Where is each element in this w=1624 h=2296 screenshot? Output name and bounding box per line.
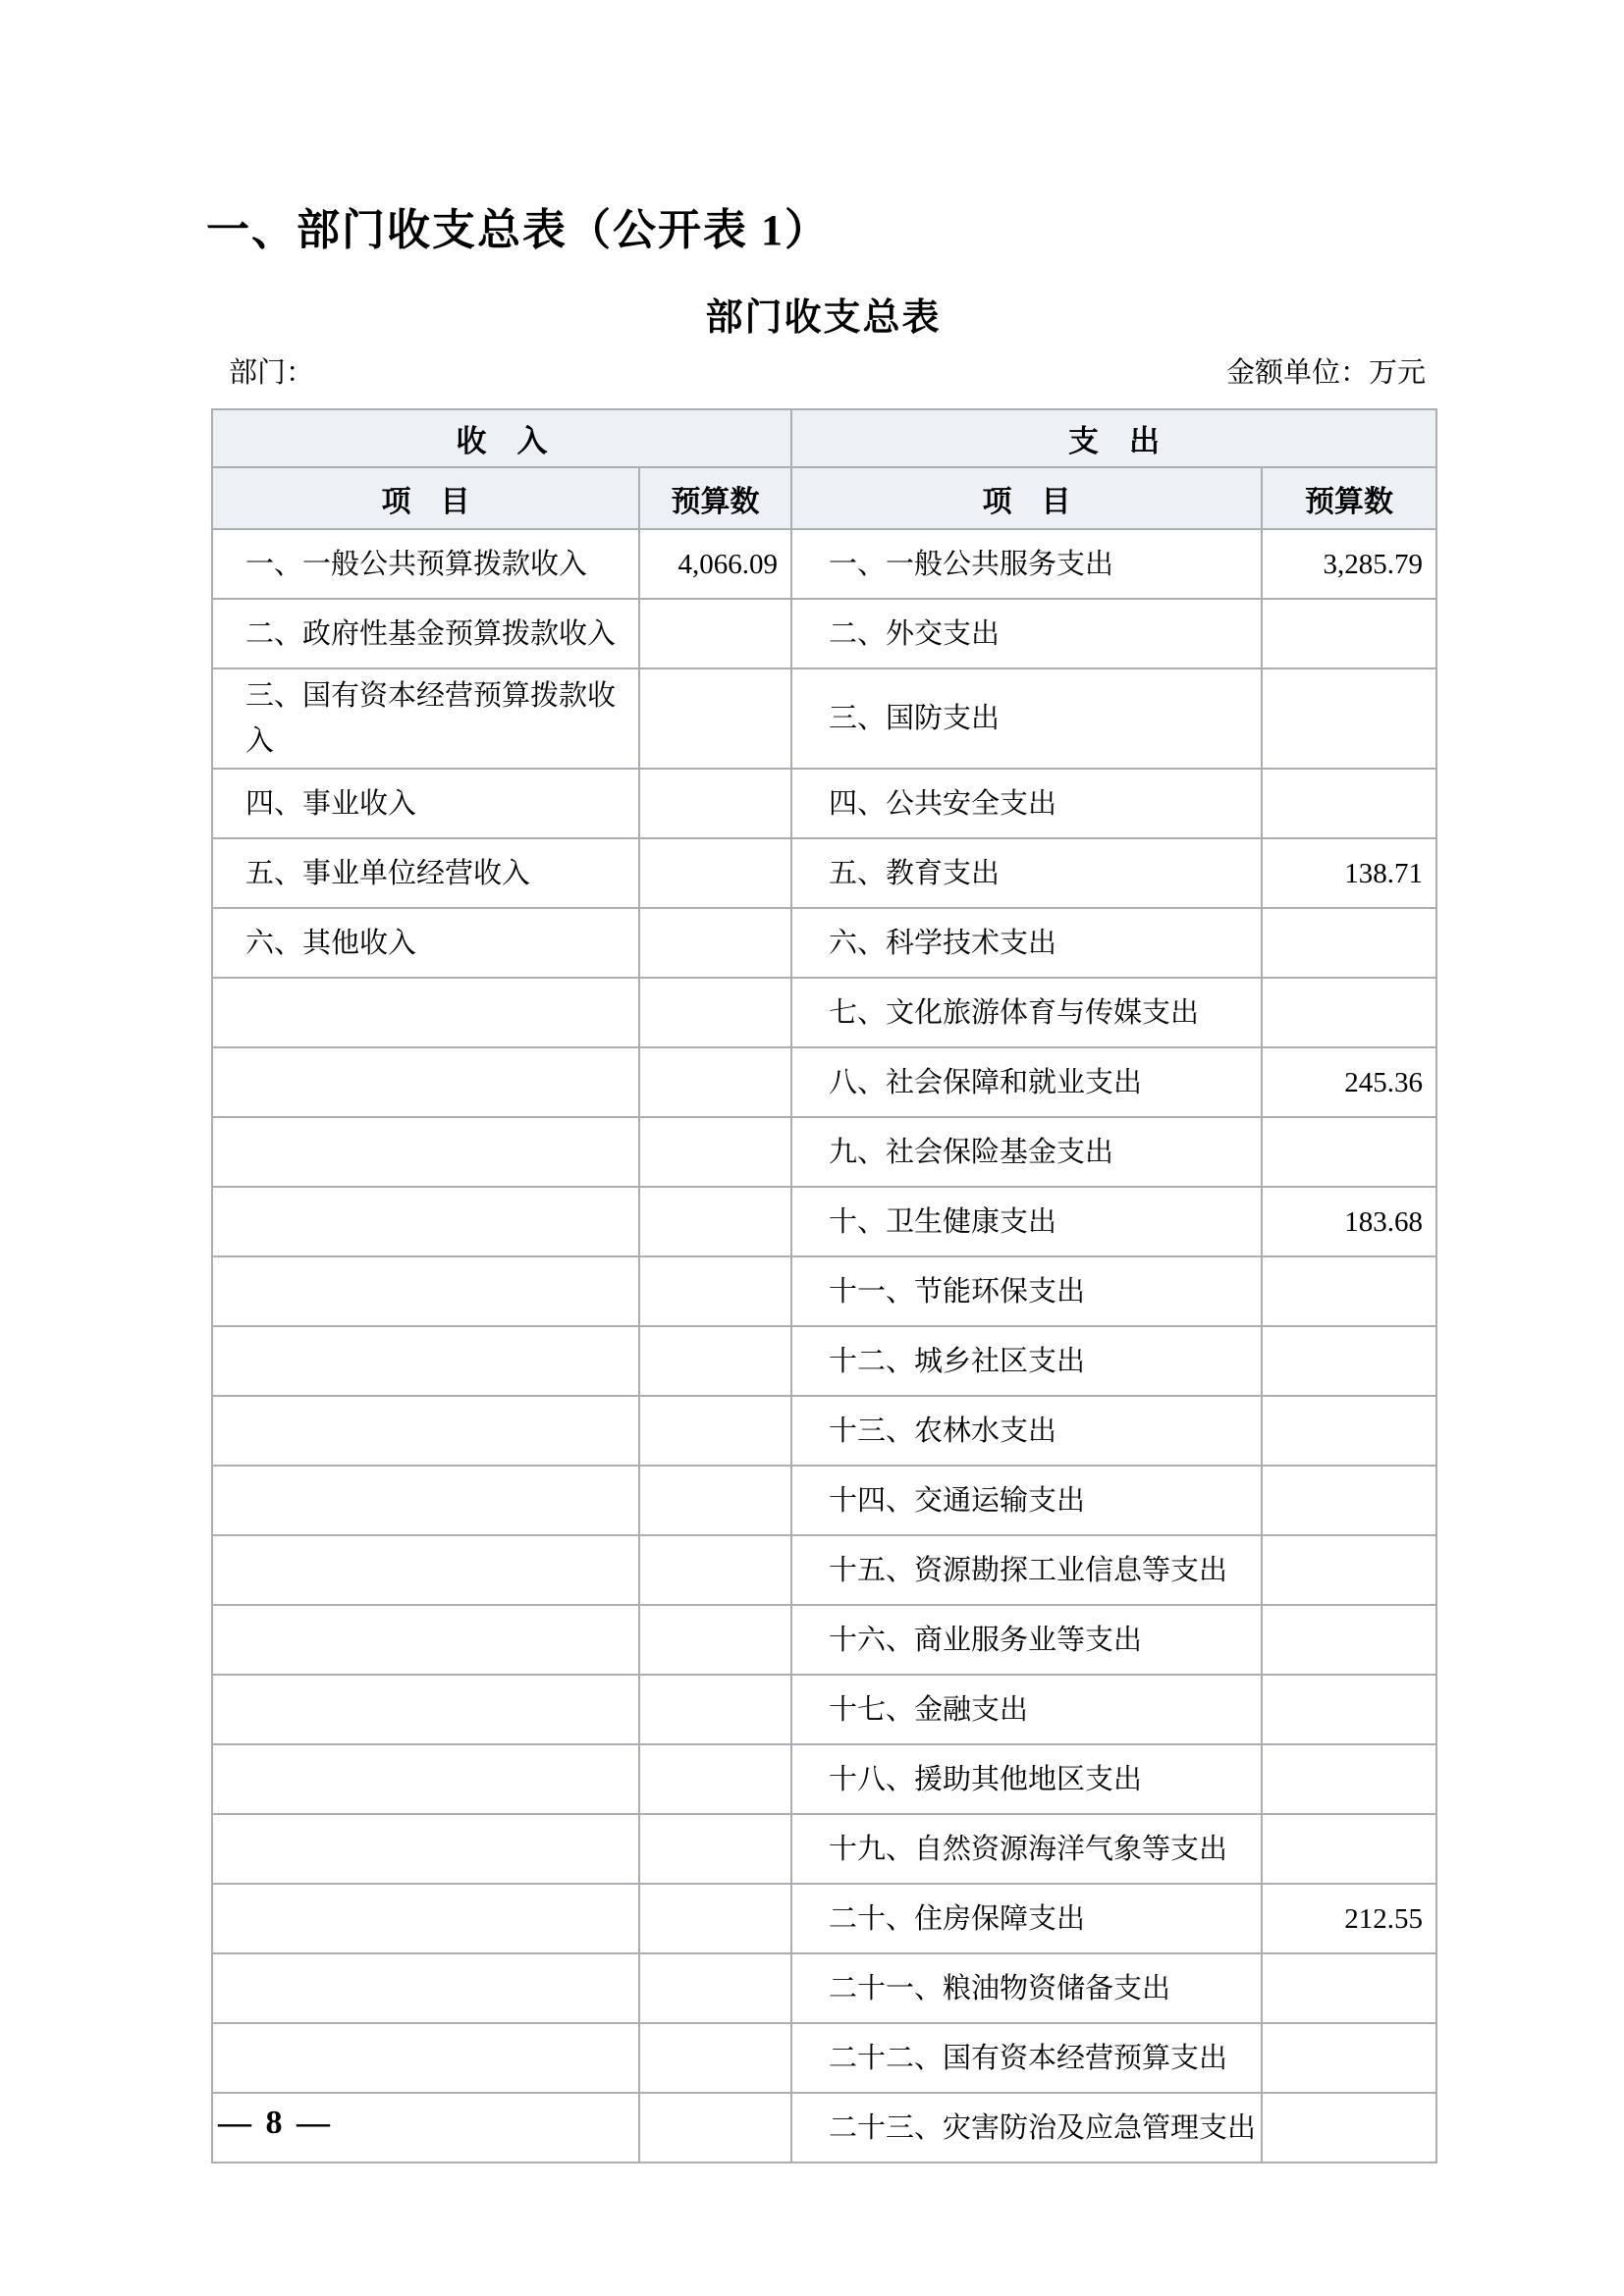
- expense-item-cell: 十、卫生健康支出: [791, 1187, 1262, 1256]
- income-budget-cell: [639, 1047, 791, 1117]
- income-budget-header: 预算数: [639, 467, 791, 529]
- expense-item-cell: 二十、住房保障支出: [791, 1884, 1262, 1953]
- expense-item-cell: 二十一、粮油物资储备支出: [791, 1953, 1262, 2023]
- expense-item-cell: 十五、资源勘探工业信息等支出: [791, 1535, 1262, 1605]
- income-budget-cell: [639, 668, 791, 769]
- table-row: [212, 2093, 1436, 2163]
- table-body: [212, 529, 1436, 2163]
- income-item-cell: [212, 1256, 639, 1326]
- income-budget-cell: [639, 2093, 791, 2163]
- table-row: [212, 1047, 1436, 1117]
- expense-budget-cell: [1262, 2093, 1436, 2163]
- income-item-cell: [212, 1047, 639, 1117]
- expense-budget-cell: [1262, 1605, 1436, 1675]
- expense-item-cell: 十二、城乡社区支出: [791, 1326, 1262, 1396]
- expense-budget-cell: 245.36: [1262, 1047, 1436, 1117]
- table-row: [212, 1535, 1436, 1605]
- table-row: [212, 668, 1436, 769]
- income-item-cell: [212, 1396, 639, 1466]
- income-budget-cell: [639, 908, 791, 978]
- expense-budget-cell: [1262, 1535, 1436, 1605]
- expense-item-cell: 二十三、灾害防治及应急管理支出: [791, 2093, 1262, 2163]
- expense-item-cell: 十七、金融支出: [791, 1675, 1262, 1744]
- unit-label: 金额单位：万元: [1225, 357, 1426, 389]
- table-title: 部门收支总表: [705, 297, 942, 339]
- expense-item-cell: 九、社会保险基金支出: [791, 1117, 1262, 1187]
- expense-budget-cell: [1262, 1256, 1436, 1326]
- table-row: [212, 1187, 1436, 1256]
- table-row: [212, 838, 1436, 908]
- income-budget-cell: [639, 1675, 791, 1744]
- table-row: [212, 978, 1436, 1047]
- income-budget-cell: [639, 1814, 791, 1884]
- table-row: [212, 1466, 1436, 1535]
- income-item-cell: [212, 978, 639, 1047]
- table-row: [212, 529, 1436, 599]
- expense-item-cell: 三、国防支出: [791, 668, 1262, 769]
- expense-budget-cell: [1262, 1326, 1436, 1396]
- expense-budget-cell: [1262, 2023, 1436, 2093]
- table-row: [212, 1256, 1436, 1326]
- income-budget-cell: [639, 1535, 791, 1605]
- income-item-cell: [212, 1675, 639, 1744]
- expense-item-cell: 十六、商业服务业等支出: [791, 1605, 1262, 1675]
- expense-item-cell: 六、科学技术支出: [791, 908, 1262, 978]
- income-item-cell: 六、其他收入: [212, 908, 639, 978]
- income-item-cell: [212, 2023, 639, 2093]
- income-item-cell: 一、一般公共预算拨款收入: [212, 529, 639, 599]
- table-row: [212, 1744, 1436, 1814]
- expense-budget-cell: 3,285.79: [1262, 529, 1436, 599]
- table-row: [212, 1396, 1436, 1466]
- income-budget-cell: [639, 1953, 791, 2023]
- summary-table: [211, 408, 1437, 2163]
- expense-budget-cell: [1262, 1466, 1436, 1535]
- expense-budget-cell: [1262, 1396, 1436, 1466]
- income-item-cell: 四、事业收入: [212, 769, 639, 838]
- income-budget-cell: [639, 1744, 791, 1814]
- income-item-cell: 五、事业单位经营收入: [212, 838, 639, 908]
- expense-item-cell: 四、公共安全支出: [791, 769, 1262, 838]
- income-item-cell: [212, 1884, 639, 1953]
- expense-budget-cell: [1262, 599, 1436, 668]
- table-row: [212, 769, 1436, 838]
- table-meta-row: [211, 353, 1435, 393]
- department-label: 部门：: [229, 357, 315, 389]
- income-item-cell: [212, 1326, 639, 1396]
- income-budget-cell: [639, 1117, 791, 1187]
- income-budget-cell: [639, 1326, 791, 1396]
- income-budget-cell: [639, 1256, 791, 1326]
- table-row: [212, 1953, 1436, 2023]
- income-item-cell: [212, 1466, 639, 1535]
- income-item-cell: [212, 1117, 639, 1187]
- table-row: [212, 908, 1436, 978]
- expense-item-cell: 七、文化旅游体育与传媒支出: [791, 978, 1262, 1047]
- expense-budget-cell: [1262, 908, 1436, 978]
- expense-item-header: 项 目: [791, 467, 1262, 529]
- expense-item-cell: 十三、农林水支出: [791, 1396, 1262, 1466]
- income-item-cell: [212, 1953, 639, 2023]
- expense-budget-cell: [1262, 668, 1436, 769]
- table-row: [212, 1117, 1436, 1187]
- table-row: [212, 1814, 1436, 1884]
- income-budget-cell: [639, 1605, 791, 1675]
- income-budget-cell: [639, 769, 791, 838]
- income-item-cell: [212, 1814, 639, 1884]
- table-row: [212, 1675, 1436, 1744]
- income-item-header: 项 目: [212, 467, 639, 529]
- expense-item-cell: 十八、援助其他地区支出: [791, 1744, 1262, 1814]
- income-item-cell: [212, 1187, 639, 1256]
- table-row: [212, 1326, 1436, 1396]
- table-row: [212, 1605, 1436, 1675]
- expense-budget-cell: [1262, 1814, 1436, 1884]
- expense-budget-cell: [1262, 1953, 1436, 2023]
- table-row: [212, 2023, 1436, 2093]
- income-item-cell: [212, 1744, 639, 1814]
- expense-budget-cell: 183.68: [1262, 1187, 1436, 1256]
- table-row: [212, 1884, 1436, 1953]
- expense-budget-cell: 138.71: [1262, 838, 1436, 908]
- expense-item-cell: 五、教育支出: [791, 838, 1262, 908]
- expense-item-cell: 一、一般公共服务支出: [791, 529, 1262, 599]
- expense-group-header: 支 出: [791, 409, 1436, 467]
- income-budget-cell: [639, 1187, 791, 1256]
- expense-item-cell: 十四、交通运输支出: [791, 1466, 1262, 1535]
- table-row: [212, 599, 1436, 668]
- income-budget-cell: [639, 599, 791, 668]
- column-header-row: [212, 467, 1436, 529]
- income-item-cell: [212, 1535, 639, 1605]
- income-budget-cell: 4,066.09: [639, 529, 791, 599]
- income-budget-cell: [639, 978, 791, 1047]
- expense-budget-cell: [1262, 1744, 1436, 1814]
- group-header-row: [212, 409, 1436, 467]
- expense-item-cell: 二十二、国有资本经营预算支出: [791, 2023, 1262, 2093]
- income-budget-cell: [639, 1884, 791, 1953]
- section-heading: 一、部门收支总表（公开表 1）: [206, 206, 830, 254]
- expense-budget-header: 预算数: [1262, 467, 1436, 529]
- expense-budget-cell: [1262, 1117, 1436, 1187]
- expense-item-cell: 十一、节能环保支出: [791, 1256, 1262, 1326]
- expense-item-cell: 八、社会保障和就业支出: [791, 1047, 1262, 1117]
- expense-budget-cell: [1262, 978, 1436, 1047]
- income-item-cell: [212, 1605, 639, 1675]
- income-budget-cell: [639, 1396, 791, 1466]
- expense-budget-cell: [1262, 1675, 1436, 1744]
- income-budget-cell: [639, 2023, 791, 2093]
- expense-item-cell: 十九、自然资源海洋气象等支出: [791, 1814, 1262, 1884]
- income-budget-cell: [639, 1466, 791, 1535]
- page-number: — 8 —: [218, 2105, 333, 2141]
- expense-budget-cell: [1262, 769, 1436, 838]
- income-item-cell: 二、政府性基金预算拨款收入: [212, 599, 639, 668]
- expense-budget-cell: 212.55: [1262, 1884, 1436, 1953]
- income-item-cell: 三、国有资本经营预算拨款收入: [212, 668, 639, 769]
- income-budget-cell: [639, 838, 791, 908]
- income-group-header: 收 入: [212, 409, 791, 467]
- expense-item-cell: 二、外交支出: [791, 599, 1262, 668]
